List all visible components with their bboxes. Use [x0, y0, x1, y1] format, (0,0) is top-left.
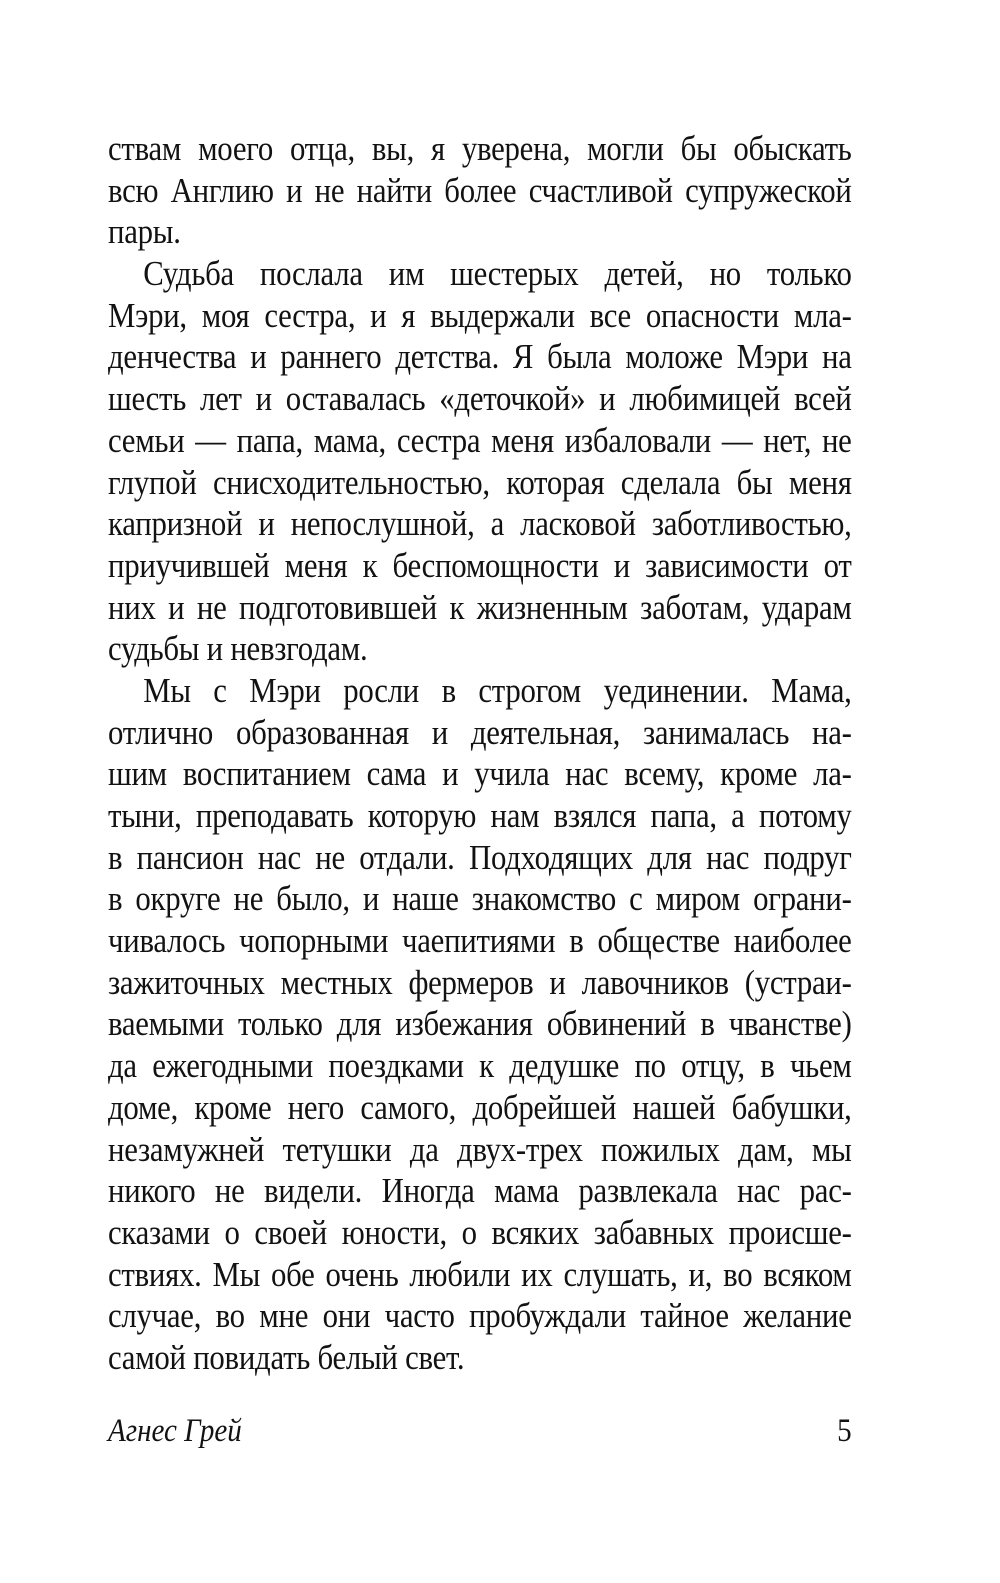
text-line: ваемыми только для избежания обвинений в чванстве): [108, 1004, 852, 1044]
text-line: ствиях. Мы обе очень любили их слушать, и, во всяком: [108, 1254, 852, 1294]
text-line: незамужней тетушки да двух-трех пожилых дам, мы: [108, 1129, 852, 1169]
text-line: сказами о своей юности, о всяких забавных происше-: [108, 1212, 852, 1252]
text-line: зажиточных местных фермеров и лавочников (устраи-: [108, 962, 852, 1002]
text-line: отлично образованная и деятельная, занималась на-: [108, 712, 852, 752]
text-line: ствам моего отца, вы, я уверена, могли бы обыскать: [108, 129, 852, 168]
text-line: шесть лет и оставалась «деточкой» и любимицей всей: [108, 379, 852, 419]
text-line: Судьба послала им шестерых детей, но только: [143, 254, 852, 294]
page-body: [108, 128, 852, 1379]
text-line: пары.: [108, 212, 181, 252]
text-line: тыни, преподавать которую нам взялся папа, а потому: [108, 796, 852, 835]
text-line: Мэри, моя сестра, и я выдержали все опасности мла-: [108, 295, 852, 335]
text-line: глупой снисходительностью, которая сделала бы меня: [108, 462, 852, 502]
text-line: в пансион нас не отдали. Подходящих для нас подруг: [108, 837, 852, 877]
text-line: денчества и раннего детства. Я была моложе Мэри на: [108, 337, 852, 377]
running-title: Агнес Грей: [108, 1413, 242, 1449]
text-line: самой повидать белый свет.: [108, 1337, 465, 1377]
text-line: всю Англию и не найти более счастливой супружеской: [108, 170, 852, 210]
text-line: капризной и непослушной, а ласковой заботливостью,: [108, 504, 852, 544]
text-line: судьбы и невзгодам.: [108, 629, 368, 669]
text-line: семьи — папа, мама, сестра меня избаловали — нет, не: [108, 420, 852, 460]
text-line: них и не подготовившей к жизненным заботам, ударам: [108, 587, 852, 627]
text-line: шим воспитанием сама и учила нас всему, кроме ла-: [108, 754, 852, 794]
text-line: Мы с Мэри росли в строгом уединении. Мама,: [143, 670, 852, 710]
text-line: в округе не было, и наше знакомство с миром ограни-: [108, 879, 852, 919]
text-line: никого не видели. Иногда мама развлекала нас рас-: [108, 1171, 852, 1211]
footer: [108, 1411, 852, 1453]
text-line: случае, во мне они часто пробуждали тайное желание: [108, 1296, 852, 1336]
text-line: приучившей меня к беспомощности и зависимости от: [108, 545, 852, 585]
text-line: да ежегодными поездками к дедушке по отцу, в чьем: [108, 1046, 852, 1086]
page-number: 5: [837, 1413, 852, 1449]
text-line: чивалось чопорными чаепитиями в обществе наиболее: [108, 921, 852, 961]
text-line: доме, кроме него самого, добрейшей нашей бабушки,: [108, 1087, 852, 1127]
